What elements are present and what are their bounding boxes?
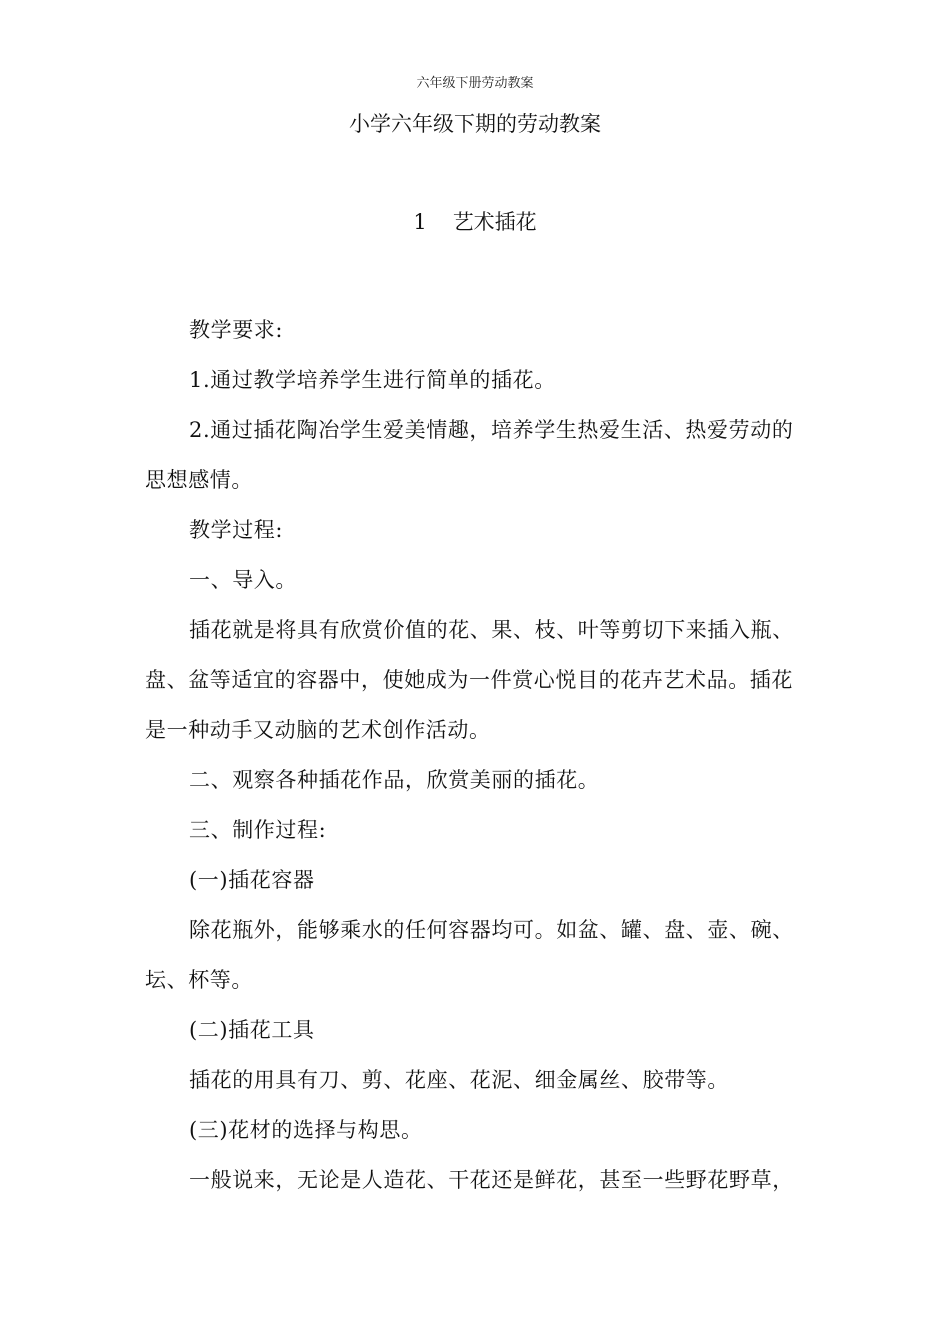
paragraph-line: 除花瓶外，能够乘水的任何容器均可。如盆、罐、盘、壶、碗、 [189,918,794,942]
document-title: 小学六年级下期的劳动教案 [349,112,601,136]
paragraph-line: 坛、杯等。 [145,968,253,992]
paragraph-line: 教学过程: [189,518,284,542]
paragraph-line: 三、制作过程: [189,818,327,842]
section-number: 1 [413,210,427,234]
paragraph-line: 一、导入。 [189,568,297,592]
paragraph-line: 是一种动手又动脑的艺术创作活动。 [145,718,491,742]
paragraph-line: (二)插花工具 [189,1018,315,1042]
document-body [145,305,809,1205]
paragraph-line: (三)花材的选择与构思。 [189,1118,423,1142]
paragraph-line: 1.通过教学培养学生进行简单的插花。 [189,368,556,392]
paragraph-line: 教学要求: [189,318,284,342]
paragraph-line: 插花就是将具有欣赏价值的花、果、枝、叶等剪切下来插入瓶、 [189,618,794,642]
paragraph-line: 一般说来，无论是人造花、干花还是鲜花，甚至一些野花野草， [189,1168,794,1192]
paragraph-line: 盘、盆等适宜的容器中，使她成为一件赏心悦目的花卉艺术品。插花 [145,668,793,692]
running-header: 六年级下册劳动教案 [416,76,534,91]
section-heading [0,206,950,236]
paragraph-line: 二、观察各种插花作品，欣赏美丽的插花。 [189,768,600,792]
paragraph-line: 插花的用具有刀、剪、花座、花泥、细金属丝、胶带等。 [189,1068,729,1092]
section-name: 艺术插花 [452,210,537,234]
paragraph-line: (一)插花容器 [189,868,315,892]
paragraph-line: 思想感情。 [145,468,253,492]
paragraph-line: 2.通过插花陶冶学生爱美情趣，培养学生热爱生活、热爱劳动的 [189,418,794,442]
